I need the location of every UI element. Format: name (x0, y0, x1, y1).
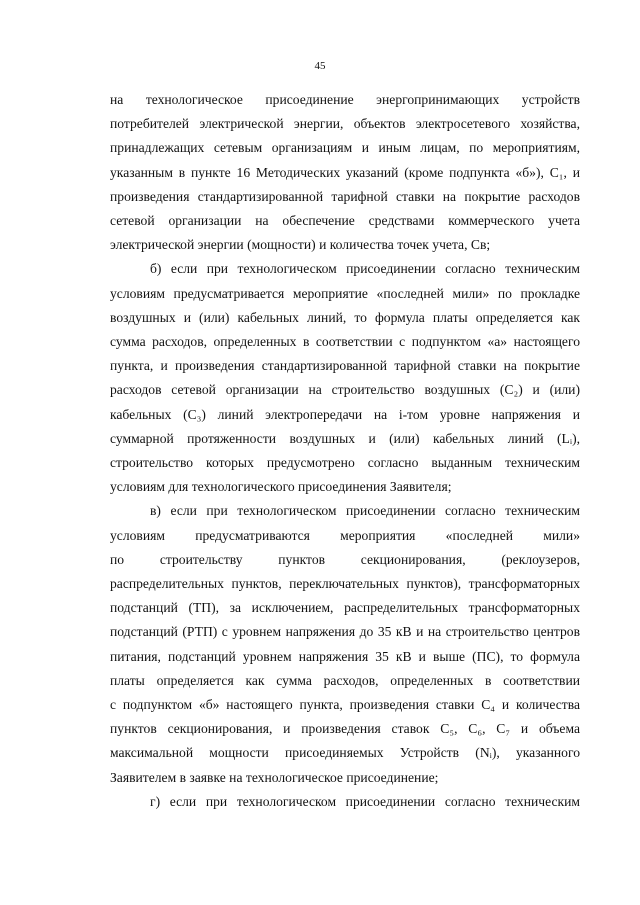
text-line: в) если при технологическом присоединении согласно техническим (150, 503, 580, 519)
page-number: 45 (314, 60, 326, 72)
text-line: условиям для технологического присоединения Заявителя; (110, 479, 452, 495)
text-line: по строительству пунктов секционирования, (реклоузеров, (110, 551, 580, 567)
text-line: условиям предусматриваются мероприятия «последней мили» (110, 527, 580, 543)
text-line: г) если при технологическом присоединении согласно техническим (150, 793, 580, 809)
text-line: подстанций (РТП) с уровнем напряжения до 35 кВ и на строительство центров (110, 624, 580, 640)
text-line: максимальной мощности присоединяемых Устройств (Nᵢ), указанного (110, 745, 580, 761)
text-line: сумма расходов, определенных в соответствии с подпунктом «а» настоящего (110, 334, 580, 350)
document-body (110, 88, 580, 814)
text-line: б) если при технологическом присоединении согласно техническим (150, 261, 580, 277)
text-line: пункта, и произведения стандартизированной тарифной ставки на покрытие (110, 358, 580, 374)
text-line: кабельных (C₃) линий электропередачи на i-том уровне напряжения и (110, 406, 580, 422)
text-line: с подпунктом «б» настоящего пункта, произведения ставки C₄ и количества (110, 697, 580, 713)
text-line: питания, подстанций уровнем напряжения 35 кВ и выше (ПС), то формула (110, 648, 580, 664)
text-line: распределительных пунктов, переключательных пунктов), трансформаторных (110, 576, 580, 592)
text-line: принадлежащих сетевым организациям и иным лицам, по мероприятиям, (110, 140, 580, 156)
text-line: воздушных и (или) кабельных линий, то формула платы определяется как (110, 309, 580, 325)
text-line: на технологическое присоединение энергопринимающих устройств (110, 92, 580, 107)
text-line: указанным в пункте 16 Методических указаний (кроме подпункта «б»), C₁, и (110, 164, 580, 180)
text-line: платы определяется как сумма расходов, определенных в соответствии (110, 672, 580, 688)
text-line: электрической энергии (мощности) и количества точек учета, Cв; (110, 237, 491, 253)
text-line: потребителей электрической энергии, объектов электросетевого хозяйства, (110, 116, 580, 132)
text-line: условиям предусматривается мероприятие «последней мили» по прокладке (110, 285, 580, 301)
text-line: Заявителем в заявке на технологическое присоединение; (110, 769, 439, 785)
text-line: произведения стандартизированной тарифной ставки на покрытие расходов (110, 188, 580, 204)
text-line: пунктов секционирования, и произведения ставок C₅, C₆, C₇ и объема (110, 721, 580, 737)
text-line: подстанций (ТП), за исключением, распределительных трансформаторных (110, 600, 580, 616)
text-line: суммарной протяженности воздушных и (или) кабельных линий (Lᵢ), (110, 430, 580, 446)
text-line: строительство которых предусмотрено согласно выданным техническим (110, 455, 580, 471)
text-line: сетевой организации на обеспечение средствами коммерческого учета (110, 213, 580, 229)
text-line: расходов сетевой организации на строительство воздушных (C₂) и (или) (110, 382, 580, 398)
